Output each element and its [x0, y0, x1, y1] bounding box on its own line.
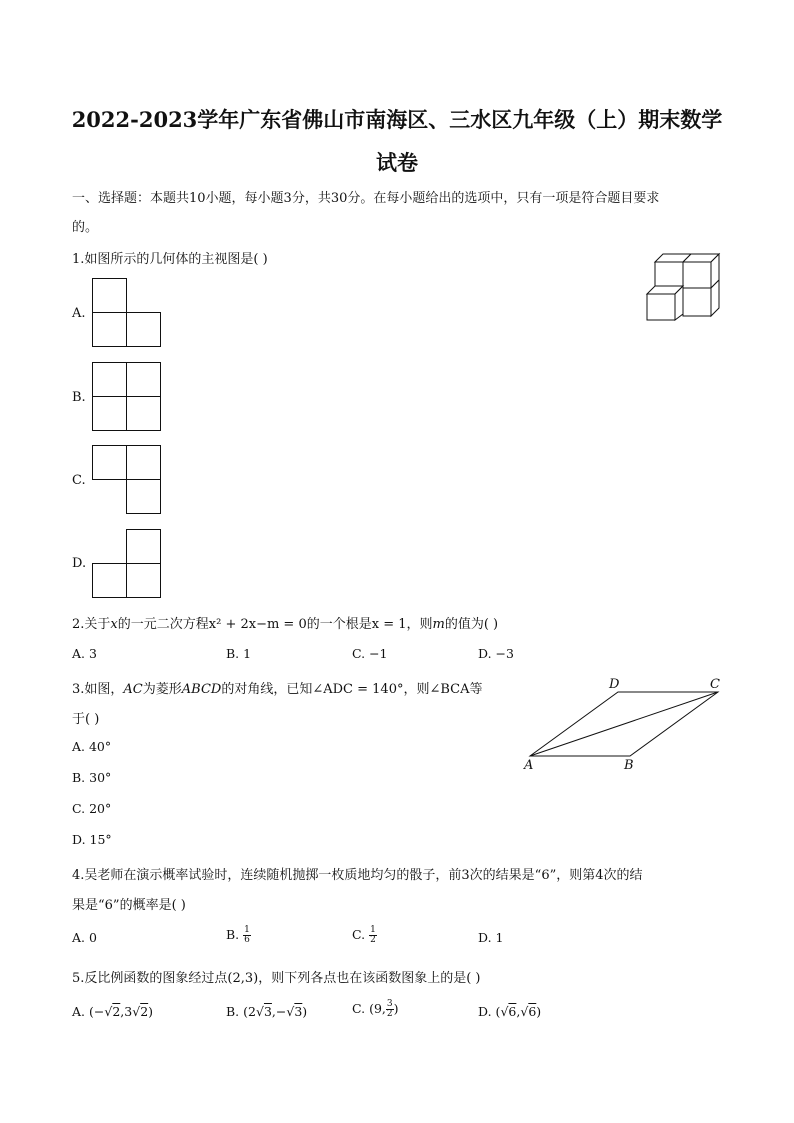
- q1-option-c-label: C.: [72, 473, 86, 488]
- q4-option-c: C. $\frac{1}{2}$: [352, 925, 376, 945]
- question-1-stem: 1.如图所示的几何体的主视图是( ): [72, 252, 268, 267]
- q1-option-d-label: D.: [72, 556, 87, 571]
- q5-option-a: A. (−√2,3√2): [72, 1004, 154, 1019]
- q3-rhombus-figure: [520, 676, 730, 771]
- q5-option-c-fraction: $\frac{3}{2}$: [386, 999, 393, 1019]
- q2-option-b: B. 1: [226, 646, 252, 661]
- q1-option-b-label: B.: [72, 390, 86, 405]
- q1-option-b-view: [92, 362, 162, 432]
- q1-option-d-view: [92, 529, 162, 599]
- question-2-stem: 2.关于x的一元二次方程x² + 2x−m = 0的一个根是x = 1，则m的值为( ): [72, 617, 499, 632]
- q2-option-c: C. −1: [352, 646, 388, 661]
- page-title: 2022-2023学年广东省佛山市南海区、三水区九年级（上）期末数学: [71, 107, 723, 132]
- q4-option-d: D. 1: [478, 930, 504, 945]
- q5-option-b: B. (2√3,−√3): [226, 1004, 308, 1019]
- q3-option-b: B. 30°: [72, 770, 112, 785]
- q3-option-d: D. 15°: [72, 832, 112, 847]
- q5-option-d: D. (√6,√6): [478, 1004, 542, 1019]
- question-4-stem-line2: 果是“6”的概率是( ): [72, 898, 186, 913]
- q4-option-b-fraction: $\frac{1}{6}$: [244, 925, 250, 945]
- page-title-line2: 试卷: [376, 150, 418, 175]
- q3-point-b-label: B: [624, 758, 634, 773]
- q2-option-d: D. −3: [478, 646, 514, 661]
- q3-point-a-label: A: [524, 758, 534, 773]
- q1-option-c-view: [92, 445, 162, 515]
- q4-option-c-fraction: $\frac{1}{2}$: [370, 925, 376, 945]
- q5-option-c: C. (9, $\frac{3}{2}$ ): [352, 999, 399, 1019]
- q3-point-c-label: C: [710, 677, 720, 692]
- question-3-stem: 3.如图，AC为菱形ABCD的对角线，已知∠ADC = 140°，则∠BCA等: [72, 682, 483, 697]
- q1-option-a-label: A.: [72, 306, 86, 321]
- q4-option-a: A. 0: [72, 930, 97, 945]
- question-3-stem-line2: 于( ): [72, 712, 100, 727]
- q1-option-a-view: [92, 278, 162, 348]
- question-5-stem: 5.反比例函数的图象经过点(2,3)，则下列各点也在该函数图象上的是( ): [72, 971, 481, 986]
- section-header: 一、选择题：本题共10小题，每小题3分，共30分。在每小题给出的选项中，只有一项是符合题目要求: [72, 191, 660, 206]
- q3-option-c: C. 20°: [72, 801, 112, 816]
- q4-option-b: B. $\frac{1}{6}$: [226, 925, 250, 945]
- q3-option-a: A. 40°: [72, 739, 112, 754]
- question-4-stem: 4.吴老师在演示概率试验时，连续随机抛掷一枚质地均匀的骰子，前3次的结果是“6”，则第4次的结: [72, 868, 643, 883]
- q1-solid-figure: [645, 252, 725, 322]
- q3-point-d-label: D: [609, 677, 620, 692]
- section-header-line2: 的。: [72, 220, 99, 235]
- q2-option-a: A. 3: [72, 646, 97, 661]
